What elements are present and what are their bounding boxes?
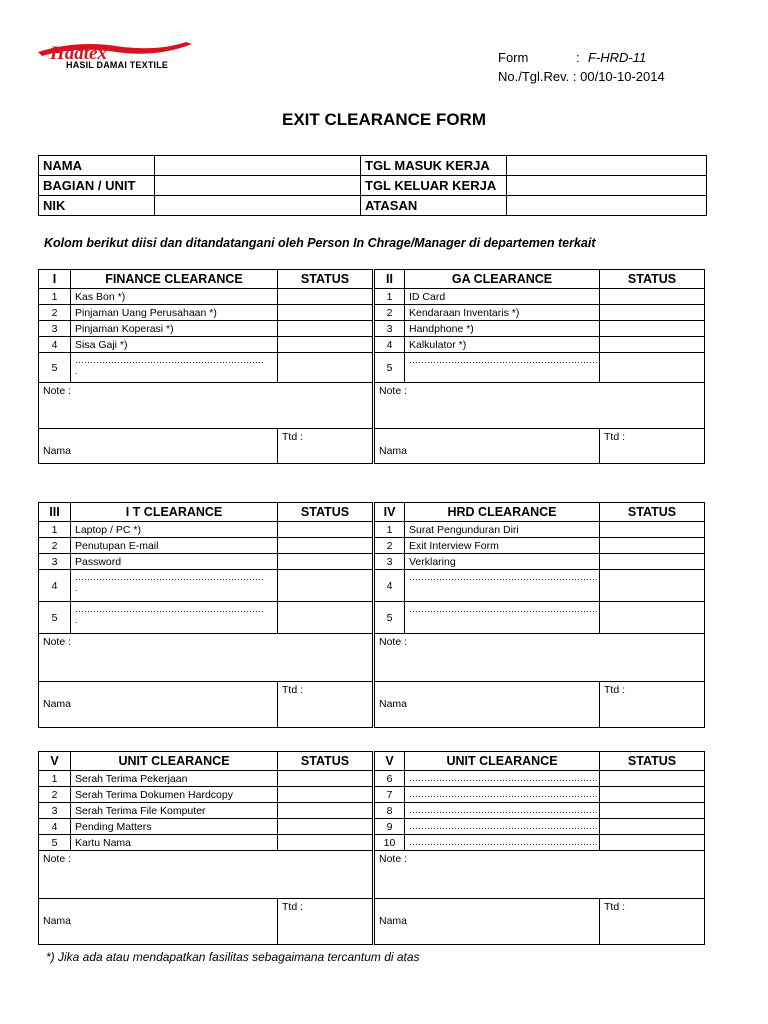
nama-sign-field[interactable] [39, 429, 278, 464]
status-header: STATUS [600, 270, 705, 289]
nama-sign-field[interactable] [375, 682, 600, 728]
section-title: I T CLEARANCE [71, 503, 278, 522]
item-label: Sisa Gaji *) [71, 337, 278, 353]
blank-item-field[interactable] [71, 353, 278, 383]
status-field[interactable] [600, 819, 705, 835]
logo-wordmark: Hadtex [50, 43, 107, 64]
status-field[interactable] [278, 522, 373, 538]
item-label: Kalkulator *) [405, 337, 600, 353]
tgl-keluar-field[interactable] [507, 176, 707, 196]
blank-item-field[interactable] [405, 787, 600, 803]
item-number: 5 [375, 353, 405, 383]
ttd-label: Ttd : [282, 684, 304, 696]
nama-field[interactable] [155, 156, 361, 176]
bagian-field[interactable] [155, 176, 361, 196]
item-label: Serah Terima File Komputer [71, 803, 278, 819]
note-field[interactable] [39, 383, 373, 429]
ttd-field[interactable] [278, 429, 373, 464]
item-number: 2 [39, 787, 71, 803]
section-roman: III [39, 503, 71, 522]
unit-clearance-table-2 [374, 751, 705, 945]
status-field[interactable] [600, 321, 705, 337]
section-roman: V [39, 752, 71, 771]
section-title: UNIT CLEARANCE [405, 752, 600, 771]
ttd-field[interactable] [600, 682, 705, 728]
section-title: HRD CLEARANCE [405, 503, 600, 522]
item-number: 9 [375, 819, 405, 835]
blank-item-field[interactable] [405, 803, 600, 819]
item-label: ID Card [405, 289, 600, 305]
status-field[interactable] [278, 554, 373, 570]
instruction-text: Kolom berikut diisi dan ditandatangani oleh Person In Chrage/Manager di departemen terkait [44, 236, 596, 250]
note-label: Note : [379, 853, 408, 865]
item-label: Serah Terima Pekerjaan [71, 771, 278, 787]
status-field[interactable] [278, 803, 373, 819]
ttd-label: Ttd : [604, 431, 626, 443]
dots-end: . [75, 366, 78, 376]
form-code: F-HRD-11 [588, 50, 647, 65]
item-label: Pinjaman Uang Perusahaan *) [71, 305, 278, 321]
item-number: 1 [39, 289, 71, 305]
item-number: 1 [375, 289, 405, 305]
nik-label: NIK [39, 196, 155, 216]
ttd-label: Ttd : [282, 431, 304, 443]
item-number: 3 [375, 554, 405, 570]
item-label: Kas Bon *) [71, 289, 278, 305]
status-field[interactable] [600, 353, 705, 383]
status-field[interactable] [278, 787, 373, 803]
item-number: 4 [39, 819, 71, 835]
identity-table [38, 155, 707, 216]
tgl-keluar-label: TGL KELUAR KERJA [361, 176, 507, 196]
atasan-label: ATASAN [361, 196, 507, 216]
status-field[interactable] [278, 771, 373, 787]
dots-line: ……………………………………………………… [409, 572, 598, 582]
item-number: 3 [39, 554, 71, 570]
item-label: Laptop / PC *) [71, 522, 278, 538]
item-number: 4 [375, 570, 405, 602]
item-number: 5 [39, 602, 71, 634]
section-roman: V [375, 752, 405, 771]
section-title: GA CLEARANCE [405, 270, 600, 289]
revision-label: No./Tgl.Rev. [498, 69, 570, 84]
item-number: 3 [39, 321, 71, 337]
blank-item-field[interactable] [405, 602, 600, 634]
hrd-clearance-table [374, 502, 705, 728]
status-field[interactable] [600, 289, 705, 305]
item-number: 8 [375, 803, 405, 819]
status-field[interactable] [278, 570, 373, 602]
nama-label: Nama [43, 698, 72, 710]
item-number: 1 [39, 771, 71, 787]
status-field[interactable] [600, 771, 705, 787]
logo-subtitle: HASIL DAMAI TEXTILE [66, 60, 169, 70]
status-field[interactable] [278, 353, 373, 383]
atasan-field[interactable] [507, 196, 707, 216]
nama-sign-field[interactable] [375, 899, 600, 945]
tgl-masuk-field[interactable] [507, 156, 707, 176]
tgl-masuk-label: TGL MASUK KERJA [361, 156, 507, 176]
status-field[interactable] [278, 835, 373, 851]
form-label: Form [498, 50, 529, 65]
item-number: 2 [375, 538, 405, 554]
status-field[interactable] [600, 554, 705, 570]
ga-clearance-table [374, 269, 705, 464]
status-header: STATUS [278, 270, 373, 289]
dots-line: ……………………………………………………… [75, 604, 264, 614]
status-field[interactable] [600, 835, 705, 851]
status-field[interactable] [278, 321, 373, 337]
note-label: Note : [379, 636, 408, 648]
nama-sign-field[interactable] [39, 682, 278, 728]
nama-label: Nama [379, 698, 408, 710]
item-number: 3 [375, 321, 405, 337]
note-label: Note : [43, 385, 72, 397]
status-field[interactable] [278, 289, 373, 305]
item-label: Password [71, 554, 278, 570]
nama-label: Nama [43, 915, 72, 927]
section-title: FINANCE CLEARANCE [71, 270, 278, 289]
dots-line: ……………………………………………………… [409, 789, 598, 799]
status-field[interactable] [600, 522, 705, 538]
status-field[interactable] [278, 305, 373, 321]
blank-item-field[interactable] [71, 570, 278, 602]
note-label: Note : [43, 853, 72, 865]
item-number: 2 [375, 305, 405, 321]
item-number: 10 [375, 835, 405, 851]
nama-label: Nama [379, 915, 408, 927]
status-field[interactable] [278, 819, 373, 835]
finance-clearance-table [38, 269, 373, 464]
status-field[interactable] [600, 787, 705, 803]
blank-item-field[interactable] [405, 835, 600, 851]
status-field[interactable] [600, 570, 705, 602]
ttd-field[interactable] [278, 899, 373, 945]
section-roman: II [375, 270, 405, 289]
status-field[interactable] [278, 538, 373, 554]
status-header: STATUS [278, 752, 373, 771]
note-field[interactable] [375, 851, 705, 899]
dots-line: ……………………………………………………… [75, 355, 264, 365]
item-label: Penutupan E-mail [71, 538, 278, 554]
item-number: 5 [39, 835, 71, 851]
blank-item-field[interactable] [71, 602, 278, 634]
section-title: UNIT CLEARANCE [71, 752, 278, 771]
ttd-field[interactable] [600, 899, 705, 945]
note-field[interactable] [39, 634, 373, 682]
item-label: Handphone *) [405, 321, 600, 337]
note-field[interactable] [375, 383, 705, 429]
item-label: Pinjaman Koperasi *) [71, 321, 278, 337]
dots-line: ……………………………………………………… [409, 773, 598, 783]
dots-line: ……………………………………………………… [409, 821, 598, 831]
item-label: Verklaring [405, 554, 600, 570]
status-header: STATUS [278, 503, 373, 522]
note-field[interactable] [39, 851, 373, 899]
item-number: 3 [39, 803, 71, 819]
dots-end: . [75, 615, 78, 625]
ttd-field[interactable] [600, 429, 705, 464]
unit-clearance-table-1 [38, 751, 373, 945]
item-number: 5 [375, 602, 405, 634]
status-field[interactable] [600, 337, 705, 353]
item-number: 6 [375, 771, 405, 787]
dots-line: ……………………………………………………… [75, 572, 264, 582]
revision-value: 00/10-10-2014 [580, 69, 665, 84]
it-clearance-table [38, 502, 373, 728]
item-label: Kartu Nama [71, 835, 278, 851]
status-field[interactable] [600, 538, 705, 554]
page-title: EXIT CLEARANCE FORM [282, 110, 486, 129]
status-field[interactable] [278, 337, 373, 353]
dots-line: ……………………………………………………… [409, 604, 598, 614]
item-label: Surat Pengunduran Diri [405, 522, 600, 538]
blank-item-field[interactable] [405, 819, 600, 835]
item-number: 2 [39, 538, 71, 554]
note-label: Note : [379, 385, 408, 397]
item-number: 5 [39, 353, 71, 383]
item-number: 4 [39, 337, 71, 353]
ttd-label: Ttd : [282, 901, 304, 913]
item-number: 4 [375, 337, 405, 353]
item-label: Pending Matters [71, 819, 278, 835]
section-roman: IV [375, 503, 405, 522]
dots-line: ……………………………………………………… [409, 355, 598, 365]
nama-label: Nama [379, 445, 408, 457]
status-header: STATUS [600, 503, 705, 522]
ttd-field[interactable] [278, 682, 373, 728]
dots-line: ……………………………………………………… [409, 837, 598, 847]
blank-item-field[interactable] [405, 570, 600, 602]
nama-label: Nama [43, 445, 72, 457]
nama-sign-field[interactable] [375, 429, 600, 464]
item-number: 2 [39, 305, 71, 321]
item-number: 4 [39, 570, 71, 602]
ttd-label: Ttd : [604, 901, 626, 913]
note-label: Note : [43, 636, 72, 648]
nama-sign-field[interactable] [39, 899, 278, 945]
status-field[interactable] [600, 305, 705, 321]
ttd-label: Ttd : [604, 684, 626, 696]
item-number: 7 [375, 787, 405, 803]
nik-field[interactable] [155, 196, 361, 216]
bagian-label: BAGIAN / UNIT [39, 176, 155, 196]
status-field[interactable] [600, 602, 705, 634]
item-number: 1 [39, 522, 71, 538]
status-field[interactable] [278, 602, 373, 634]
status-header: STATUS [600, 752, 705, 771]
section-roman: I [39, 270, 71, 289]
item-label: Serah Terima Dokumen Hardcopy [71, 787, 278, 803]
blank-item-field[interactable] [405, 353, 600, 383]
dots-line: ……………………………………………………… [409, 805, 598, 815]
blank-item-field[interactable] [405, 771, 600, 787]
item-label: Exit Interview Form [405, 538, 600, 554]
item-label: Kendaraan Inventaris *) [405, 305, 600, 321]
footnote: *) Jika ada atau mendapatkan fasilitas sebagaimana tercantum di atas [46, 950, 420, 964]
status-field[interactable] [600, 803, 705, 819]
note-field[interactable] [375, 634, 705, 682]
form-meta: Form : F-HRD-11 No./Tgl.Rev. : 00/10-10-2014 [498, 50, 665, 84]
nama-label: NAMA [39, 156, 155, 176]
dots-end: . [75, 583, 78, 593]
item-number: 1 [375, 522, 405, 538]
